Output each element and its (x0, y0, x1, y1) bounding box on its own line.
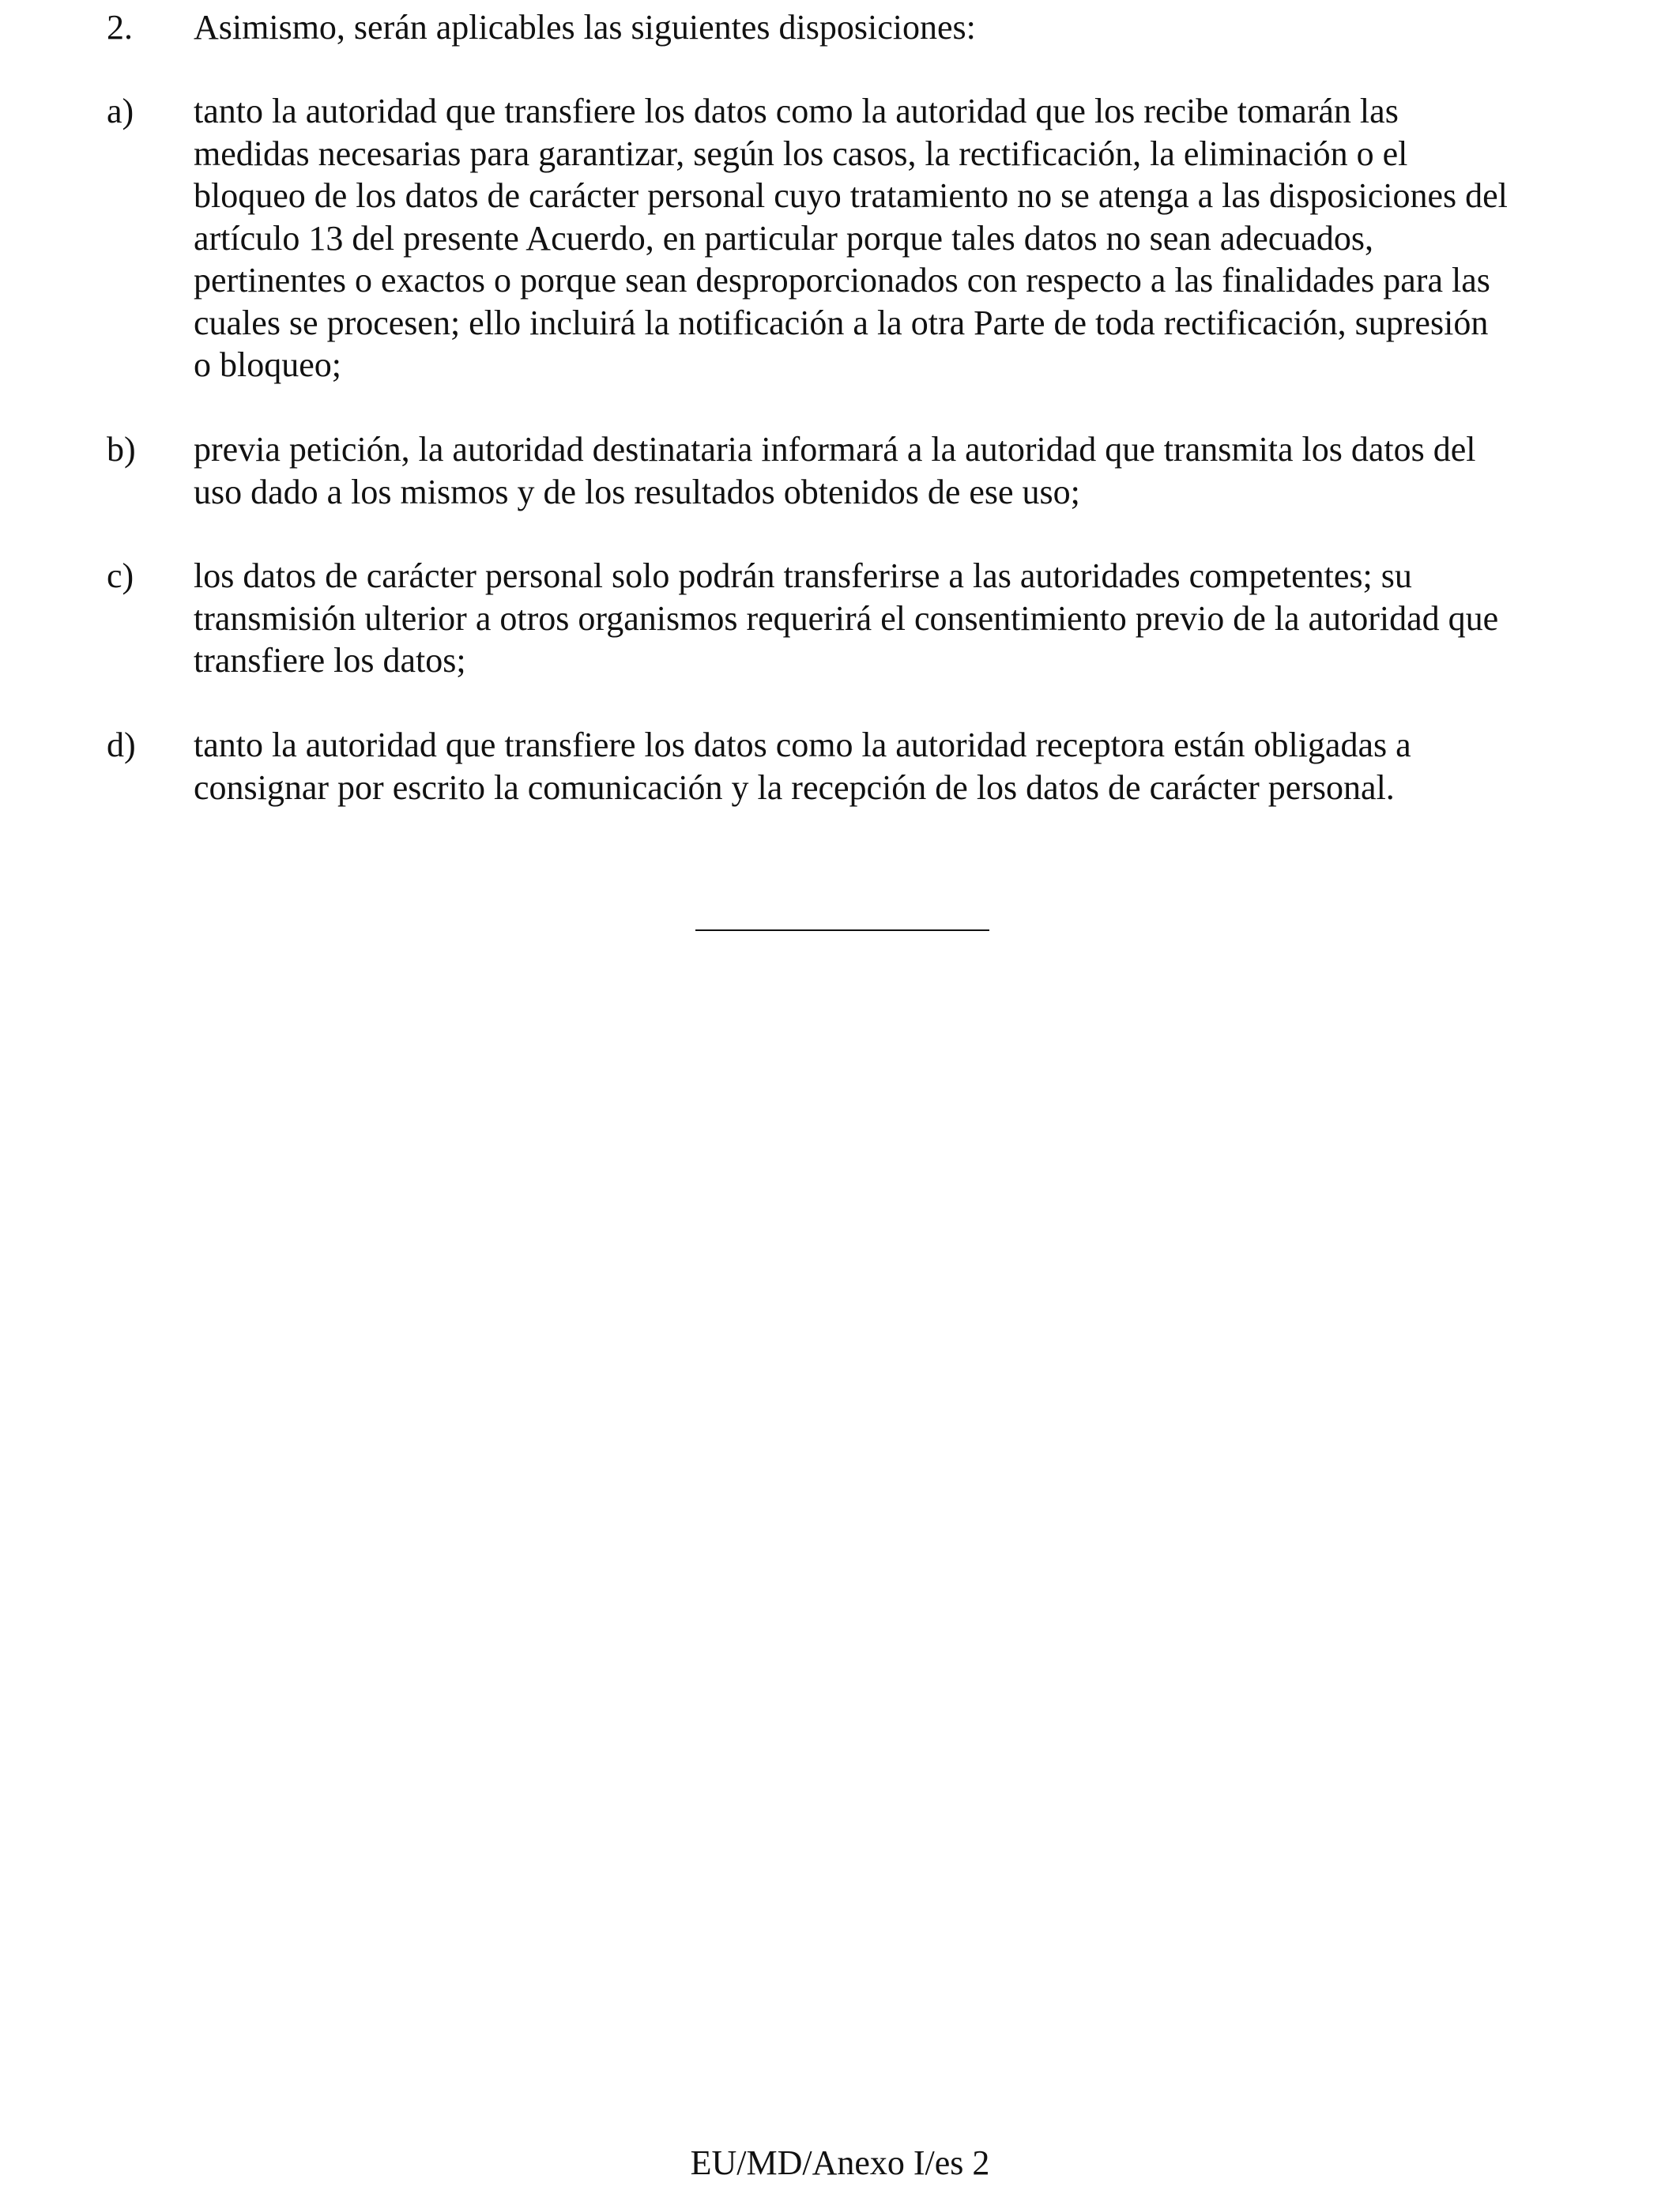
text-line: tanto la autoridad que transfiere los datos como la autoridad que los recibe tomarán las (194, 92, 1399, 130)
text-line: tanto la autoridad que transfiere los datos como la autoridad receptora están obligadas a (194, 726, 1411, 764)
text-line: Asimismo, serán aplicables las siguientes disposiciones: (194, 8, 976, 47)
text-line: artículo 13 del presente Acuerdo, en particular porque tales datos no sean adecuados, (194, 218, 1373, 258)
text-line: los datos de carácter personal solo podrán transferirse a las autoridades competentes; su (194, 556, 1412, 595)
page-footer: EU/MD/Anexo I/es 2 (690, 2143, 990, 2182)
item-text (194, 724, 1640, 809)
text-line: o bloqueo; (194, 345, 341, 384)
text-line: uso dado a los mismos y de los resultados obtenidos de ese uso; (194, 472, 1080, 511)
item-label: c) (107, 556, 134, 595)
end-separator-line (695, 929, 989, 931)
item-text (194, 428, 1640, 513)
item-text (194, 6, 1640, 49)
text-line: previa petición, la autoridad destinataria informará a la autoridad que transmita los datos del (194, 430, 1476, 469)
item-text (194, 90, 1640, 386)
text-line: consignar por escrito la comunicación y la recepción de los datos de carácter personal. (194, 767, 1395, 807)
item-number: 2. (107, 8, 133, 47)
text-line: transmisión ulterior a otros organismos requerirá el consentimiento previo de la autoridad que (194, 598, 1499, 638)
text-line: transfiere los datos; (194, 641, 466, 680)
item-label: a) (107, 92, 134, 130)
text-line: medidas necesarias para garantizar, según los casos, la rectificación, la eliminación o el (194, 134, 1408, 173)
item-label: b) (107, 430, 136, 469)
item-label: d) (107, 726, 136, 764)
item-text (194, 555, 1640, 682)
text-line: bloqueo de los datos de carácter personal cuyo tratamiento no se atenga a las disposiciones del (194, 176, 1508, 215)
text-line: cuales se procesen; ello incluirá la notificación a la otra Parte de toda rectificación, supresión (194, 303, 1489, 342)
text-line: pertinentes o exactos o porque sean desproporcionados con respecto a las finalidades para las (194, 261, 1490, 300)
